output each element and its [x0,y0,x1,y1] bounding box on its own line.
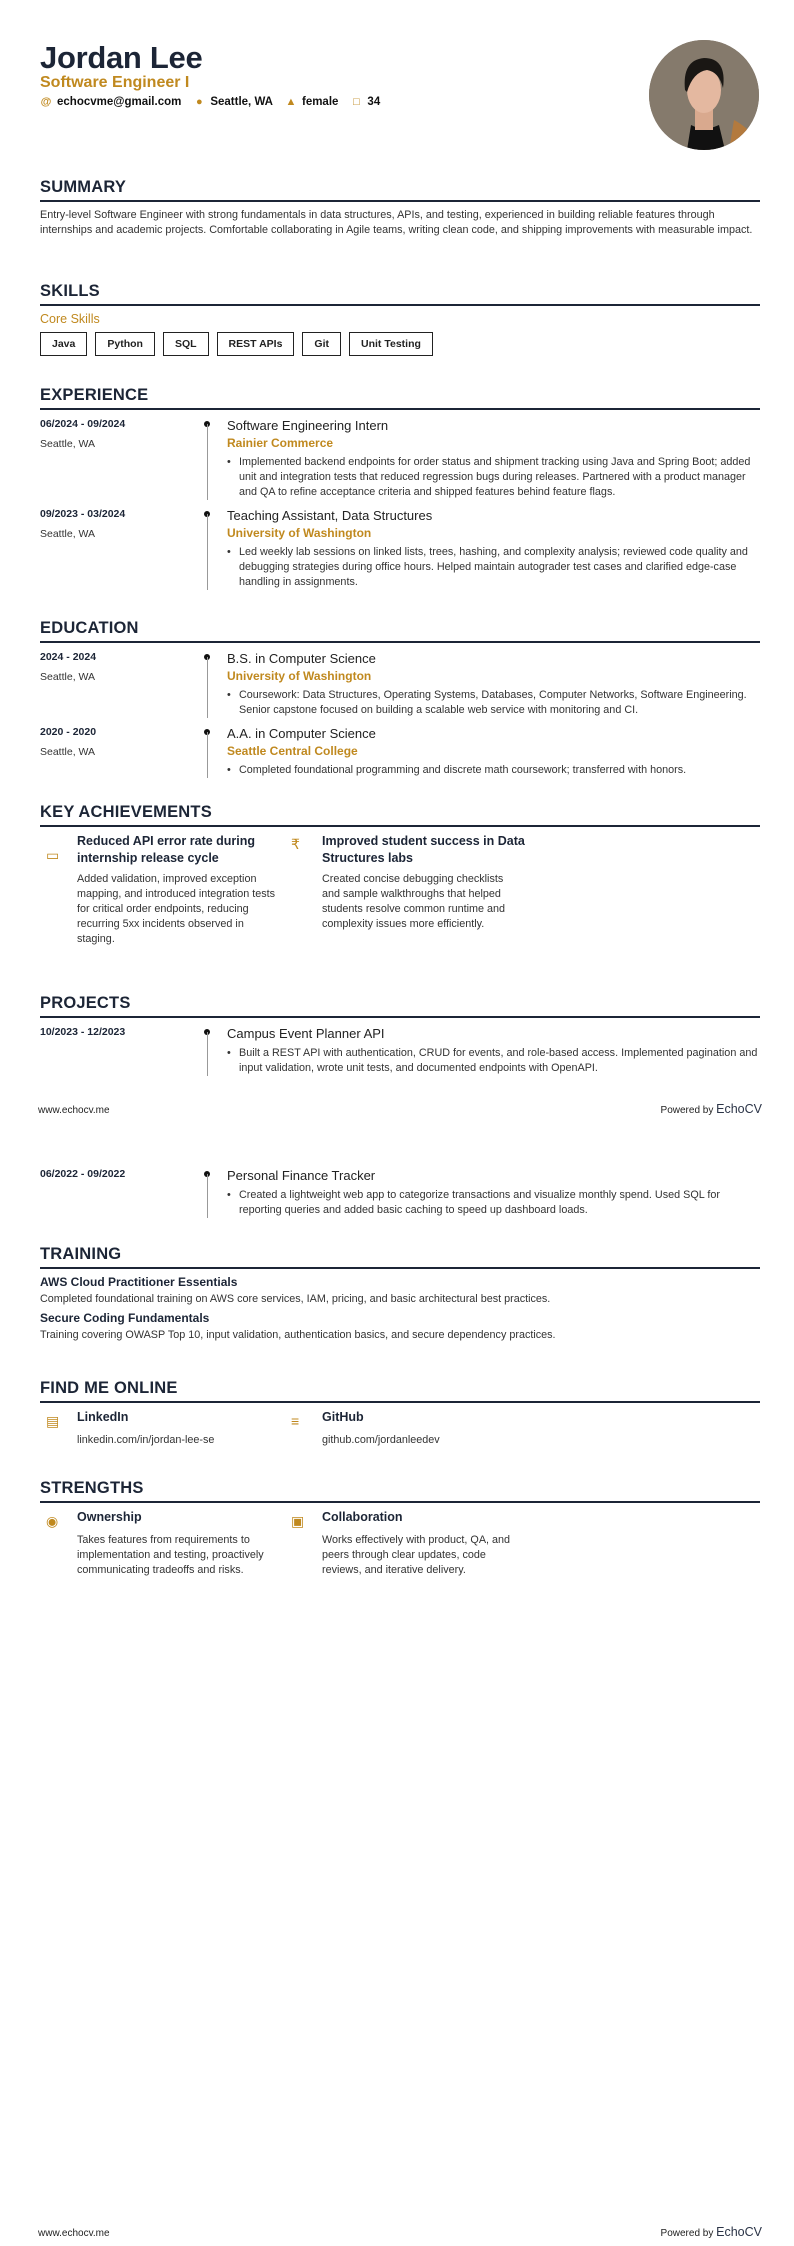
powered-by-label: Powered by [660,1105,714,1116]
avatar [649,40,759,150]
camera-icon: ◉ [46,1513,59,1529]
footer-site-link[interactable]: www.echocv.me [38,1105,110,1116]
brand-name: EchoCV [716,1102,762,1116]
timeline [206,1026,227,1076]
achievement-desc: Added validation, improved exception mapping, and introduced integration tests for critical order endpoints, reducing recurring 5xx incidents observed in staging. [77,873,276,945]
entry-bullet: Coursework: Data Structures, Operating Systems, Databases, Computer Networks, Software Engineering. Senior capstone focused on building a scalable web service with monitoring and CI. [239,689,747,716]
experience-section [40,386,760,590]
education-entry: 2020 - 2020 Seattle, WA A.A. in Computer Science Seattle Central College • Completed foundational programming and discrete math coursework; transferred with honors. [40,726,760,778]
entry-school: University of Washington [227,669,372,683]
entry-bullet: Built a REST API with authentication, CRUD for events, and role-based access. Implemented pagination and input validation, wrote unit tests, and documented endpoints with OpenAPI. [239,1047,758,1074]
entry-location: Seattle, WA [40,746,96,758]
entry-date: 06/2024 - 09/2024 [40,418,126,430]
skill-chip: Unit Testing [349,332,433,356]
section-heading: SUMMARY [40,178,760,202]
skills-section [40,282,760,356]
entry-bullet: Completed foundational programming and discrete math coursework; transferred with honors. [239,764,687,776]
achievement-card [40,833,285,947]
link-title: GitHub [322,1410,364,1424]
projects-continued [40,1160,760,1218]
section-heading: SKILLS [40,282,760,306]
entry-company: University of Washington [227,526,372,540]
skill-group-label: Core Skills [40,312,100,326]
footer-site-link[interactable]: www.echocv.me [38,2228,110,2239]
entry-date: 2024 - 2024 [40,651,97,663]
experience-entry: 09/2023 - 03/2024 Seattle, WA Teaching Assistant, Data Structures University of Washington • Led weekly lab sessions on linked lists, trees, hashing, and complexity analysis; reviewed code quality and debugging strategies during office hours. Helped maintain autograder test cases and clarified edge-case handling in assignments. [40,508,760,590]
achievements-section [40,803,760,947]
skill-chips [40,332,760,356]
entry-company: Rainier Commerce [227,436,334,450]
project-entry: 06/2022 - 09/2022 Personal Finance Tracker • Created a lightweight web app to categorize transactions and visualize monthly spend. Used SQL for reporting queries and added basic caching to speed up dashboard loads. [40,1168,760,1218]
job-title: Software Engineer I [40,74,190,91]
entry-date: 09/2023 - 03/2024 [40,508,126,520]
training-desc: Completed foundational training on AWS core services, IAM, pricing, and basic architectural best practices. [40,1293,551,1305]
training-title: Secure Coding Fundamentals [40,1311,210,1325]
entry-date: 2020 - 2020 [40,726,97,738]
entry-school: Seattle Central College [227,744,358,758]
section-heading: KEY ACHIEVEMENTS [40,803,760,827]
section-heading: EDUCATION [40,619,760,643]
location-pin-icon: ● [196,96,203,108]
online-link-github[interactable] [285,1409,530,1448]
section-heading: FIND ME ONLINE [40,1379,760,1403]
entry-bullet: Created a lightweight web app to categorize transactions and visualize monthly spend. Used SQL for reporting queries and added basic caching to speed up dashboard loads. [239,1189,720,1216]
entry-date: 10/2023 - 12/2023 [40,1026,126,1038]
entry-title: Software Engineering Intern [227,418,389,433]
section-heading: EXPERIENCE [40,386,760,410]
online-link-linkedin[interactable] [40,1409,285,1448]
strength-title: Collaboration [322,1510,403,1524]
section-heading: TRAINING [40,1245,760,1269]
projects-section [40,994,760,1076]
strength-title: Ownership [77,1510,142,1524]
summary-text: Entry-level Software Engineer with strong fundamentals in data structures, APIs, and testing, experienced in building reliable features through internships and academic projects. Comfortable collaborating in Agile teams, writing clean code, and shipping improvements with measurable impact. [40,209,753,236]
strength-desc: Works effectively with product, QA, and peers through clear updates, code reviews, and iterative delivery. [322,1534,511,1576]
document-icon: ▣ [291,1513,305,1529]
powered-by [661,2225,762,2239]
entry-bullet: Implemented backend endpoints for order status and shipment tracking using Java and Spring Boot; added unit and integration tests that reduced regression bugs during releases. Partnered with a product manager and QA to refine acceptance criteria and shipped features behind feature flags. [239,456,751,498]
timeline [206,726,227,778]
timeline [206,418,227,500]
powered-by [661,1102,762,1116]
calendar-icon: □ [353,96,360,108]
entry-location: Seattle, WA [40,671,96,683]
section-heading: STRENGTHS [40,1479,760,1503]
link-url[interactable]: linkedin.com/in/jordan-lee-se [77,1434,215,1446]
entry-title: A.A. in Computer Science [227,726,376,741]
timeline [206,651,227,718]
link-url[interactable]: github.com/jordanleedev [322,1434,440,1446]
skill-chip: Git [302,332,341,356]
skill-chip: SQL [163,332,209,356]
section-heading: PROJECTS [40,994,760,1018]
strength-desc: Takes features from requirements to implementation and testing, proactively communicating tradeoffs and risks. [77,1534,264,1576]
entry-bullet: Led weekly lab sessions on linked lists, trees, hashing, and complexity analysis; reviewed code quality and debugging strategies during office hours. Helped maintain autograder test cases and clarified edge-case handling in assignments. [239,546,748,588]
experience-entry: 06/2024 - 09/2024 Seattle, WA Software Engineering Intern Rainier Commerce • Implemented backend endpoints for order status and shipment tracking using Java and Spring Boot; added unit and integration tests that reduced regression bugs during releases. Partnered with a product manager and QA to refine acceptance criteria and shipped features behind feature flags. [40,418,760,500]
link-title: LinkedIn [77,1410,129,1424]
achievement-card [285,833,530,947]
skill-chip: Java [40,332,87,356]
at-icon: @ [40,96,52,108]
entry-title: Personal Finance Tracker [227,1168,376,1183]
education-entry: 2024 - 2024 Seattle, WA B.S. in Computer Science University of Washington • Coursework: Data Structures, Operating Systems, Databases, Computer Networks, Software Engineering. Senior capstone focused on building a scalable web service with monitoring and CI. [40,651,760,718]
summary-section [40,178,760,238]
rupee-coin-icon: ₹ [291,836,300,852]
entry-title: B.S. in Computer Science [227,651,376,666]
achievement-title: Improved student success in Data Structures labs [322,834,525,865]
entry-date: 06/2022 - 09/2022 [40,1168,126,1180]
achievement-desc: Created concise debugging checklists and sample walkthroughs that helped students resolve common runtime and complexity issues more efficiently. [322,873,506,930]
timeline [206,508,227,590]
achievement-title: Reduced API error rate during internship release cycle [77,834,256,865]
entry-title: Campus Event Planner API [227,1026,385,1041]
online-section [40,1379,760,1448]
person-icon: ▲ [285,96,297,108]
age: 34 [367,96,381,108]
training-title: AWS Cloud Practitioner Essentials [40,1275,238,1289]
entry-title: Teaching Assistant, Data Structures [227,508,433,523]
entry-location: Seattle, WA [40,438,96,450]
project-entry: 10/2023 - 12/2023 Campus Event Planner API • Built a REST API with authentication, CRUD for events, and role-based access. Implemented pagination and input validation, wrote unit tests, and documented endpoints with OpenAPI. [40,1026,760,1076]
entry-location: Seattle, WA [40,528,96,540]
skill-chip: Python [95,332,155,356]
candidate-name: Jordan Lee [40,40,203,75]
monitor-icon: ▭ [46,847,60,863]
location: Seattle, WA [210,96,273,108]
gender: female [301,96,339,108]
powered-by-label: Powered by [660,2228,714,2239]
education-section [40,619,760,778]
training-desc: Training covering OWASP Top 10, input validation, authentication basics, and secure dependency practices. [40,1329,556,1341]
brand-name: EchoCV [716,2225,762,2239]
strength-card [285,1509,530,1578]
email[interactable]: echocvme@gmail.com [57,96,182,108]
contact-info [40,96,380,108]
strength-card [40,1509,285,1578]
id-card-icon: ▤ [46,1413,60,1429]
skill-chip: REST APIs [217,332,295,356]
list-icon: ≡ [291,1413,300,1429]
strengths-section [40,1479,760,1578]
training-section [40,1245,760,1341]
timeline [206,1168,227,1218]
